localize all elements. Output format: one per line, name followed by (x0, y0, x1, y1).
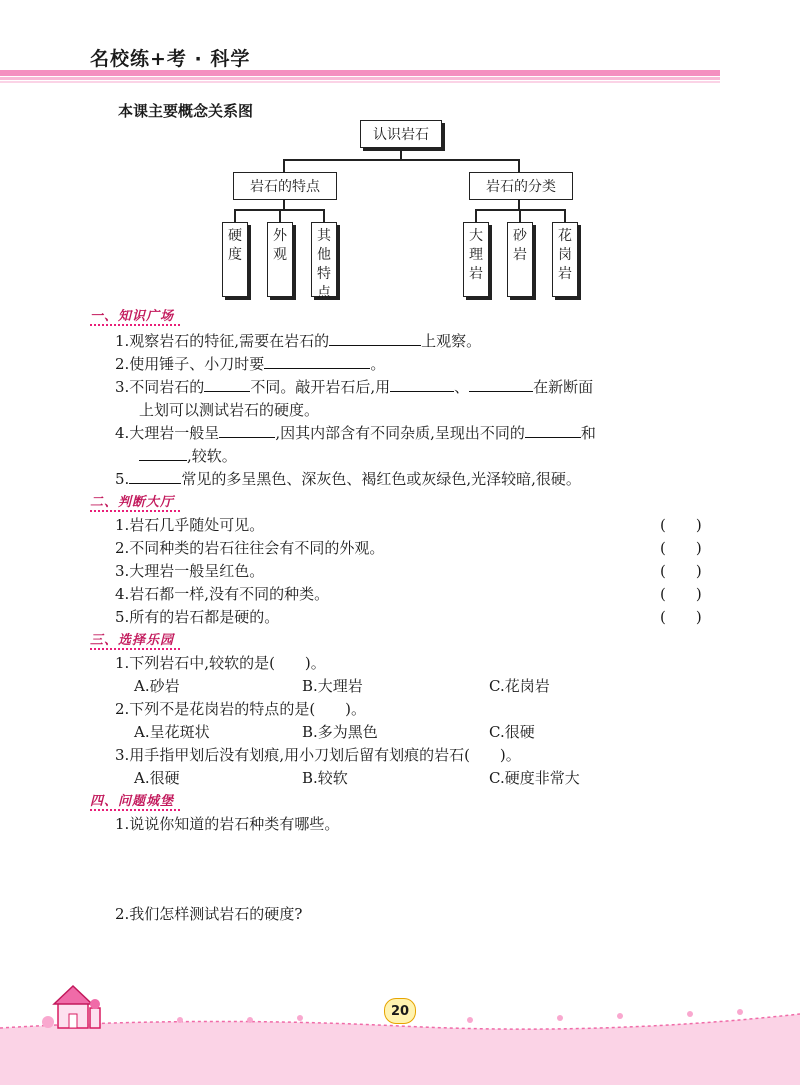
choice-3-option-b[interactable]: B.较软 (302, 769, 348, 787)
diagram-node-rock-classification: 岩石的分类 (469, 172, 573, 200)
open-question-1: 1.说说你知道的岩石种类有哪些。 (115, 815, 340, 833)
choice-1-option-c[interactable]: C.花岗岩 (489, 677, 550, 695)
answer-blank[interactable] (329, 331, 421, 346)
diagram-node-appearance: 外 观 (267, 222, 293, 297)
answer-blank[interactable] (525, 423, 581, 438)
judge-answer-paren-4[interactable]: ( ) (660, 585, 702, 603)
choice-3-option-a[interactable]: A.很硬 (134, 769, 180, 787)
diagram-node-hardness: 硬 度 (222, 222, 248, 297)
choice-2-option-a[interactable]: A.呈花斑状 (134, 723, 210, 741)
diagram-node-other-features: 其 他 特 点 (311, 222, 337, 297)
answer-area-1[interactable] (115, 838, 715, 898)
section-heading-judgement: 二、判断大厅 (90, 491, 174, 510)
diagram-title: 本课主要概念关系图 (118, 102, 254, 120)
judge-item-3: 3.大理岩一般呈红色。 (115, 562, 265, 580)
house-icon (40, 982, 110, 1030)
judge-item-5: 5.所有的岩石都是硬的。 (115, 608, 280, 626)
question-1-3: 3.不同岩石的 不同。敲开岩石后,用 、 在新断面 (115, 378, 594, 396)
section-heading-choice: 三、选择乐园 (90, 629, 174, 648)
answer-blank[interactable] (129, 469, 181, 484)
answer-blank[interactable] (264, 354, 370, 369)
judge-answer-paren-3[interactable]: ( ) (660, 562, 702, 580)
page-number: 20 (384, 998, 416, 1024)
diagram-node-sandstone: 砂 岩 (507, 222, 533, 297)
header-band (0, 70, 720, 88)
answer-area-2[interactable] (115, 928, 715, 988)
diagram-node-marble: 大 理 岩 (463, 222, 489, 297)
judge-item-2: 2.不同种类的岩石往往会有不同的外观。 (115, 539, 385, 557)
choice-1-option-b[interactable]: B.大理岩 (302, 677, 363, 695)
question-1-1: 1.观察岩石的特征,需要在岩石的 上观察。 (115, 332, 482, 350)
choice-question-3: 3.用手指甲划后没有划痕,用小刀划后留有划痕的岩石( )。 (115, 746, 521, 764)
choice-2-option-c[interactable]: C.很硬 (489, 723, 535, 741)
question-1-2: 2.使用锤子、小刀时要 。 (115, 355, 386, 373)
question-1-4: 4.大理岩一般呈 ,因其内部含有不同杂质,呈现出不同的 和 (115, 424, 596, 442)
answer-blank[interactable] (219, 423, 275, 438)
answer-blank[interactable] (204, 377, 250, 392)
answer-blank[interactable] (139, 446, 187, 461)
choice-3-option-c[interactable]: C.硬度非常大 (489, 769, 580, 787)
diagram-node-rock-features: 岩石的特点 (233, 172, 337, 200)
question-1-5: 5. 常见的多呈黑色、深灰色、褐红色或灰绿色,光泽较暗,很硬。 (115, 470, 581, 488)
answer-blank[interactable] (390, 377, 454, 392)
choice-2-option-b[interactable]: B.多为黑色 (302, 723, 378, 741)
choice-question-1: 1.下列岩石中,较软的是( )。 (115, 654, 326, 672)
section-heading-questions: 四、问题城堡 (90, 790, 174, 809)
question-1-3-cont: 上划可以测试岩石的硬度。 (139, 401, 320, 419)
judge-answer-paren-2[interactable]: ( ) (660, 539, 702, 557)
choice-question-2: 2.下列不是花岗岩的特点的是( )。 (115, 700, 367, 718)
header-title: 名校练+考 · 科学 (90, 48, 251, 70)
question-1-4-cont: ,较软。 (139, 445, 237, 466)
answer-blank[interactable] (469, 377, 533, 392)
section-heading-knowledge: 一、知识广场 (90, 305, 174, 324)
judge-item-1: 1.岩石几乎随处可见。 (115, 516, 265, 534)
diagram-node-granite: 花 岗 岩 (552, 222, 578, 297)
judge-answer-paren-1[interactable]: ( ) (660, 516, 702, 534)
open-question-2: 2.我们怎样测试岩石的硬度? (115, 905, 303, 923)
judge-item-4: 4.岩石都一样,没有不同的种类。 (115, 585, 330, 603)
diagram-root-node: 认识岩石 (360, 120, 442, 148)
choice-1-option-a[interactable]: A.砂岩 (134, 677, 180, 695)
judge-answer-paren-5[interactable]: ( ) (660, 608, 702, 626)
